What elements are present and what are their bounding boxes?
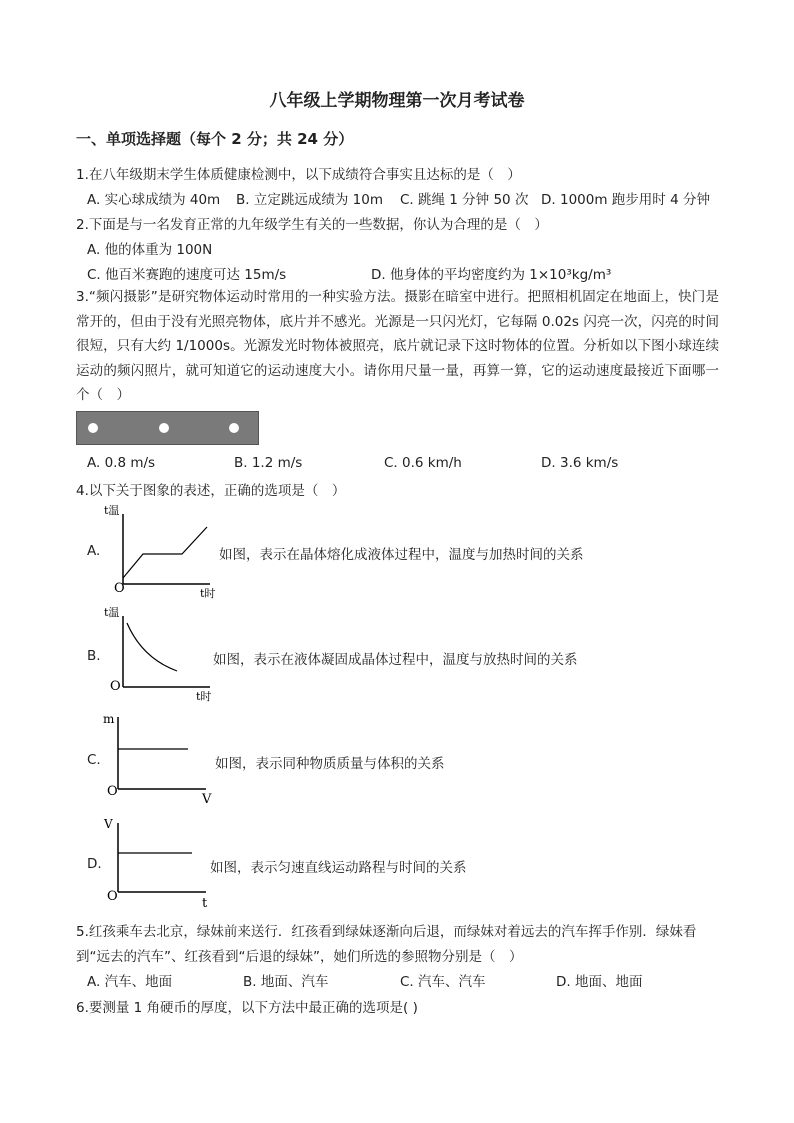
question-5-option-c: C. 汽车、汽车 xyxy=(400,974,486,990)
question-3-stem: 3.“频闪摄影”是研究物体运动时常用的一种实验方法。摄影在暗室中进行。把照相机固定在地面上，快门是常开的，但由于没有光照亮物体，底片并不感光。光源是一只闪光灯，它每隔 0.02s 闪亮一次，闪亮的时间很短，只有大约 1/1000s。光源发光时物体被照亮，底片就记录下这时物体的位置。分析如以下图小球连续运动的频闪照片，就可知道它的运动速度大小。请你用尺量一量，再算一算，它的运动速度最接近下面哪一个（ ） xyxy=(76,289,719,404)
graph-c-y-label: m xyxy=(103,712,115,726)
question-2-option-d: D. 他身体的平均密度约为 1×10³kg/m³ xyxy=(371,267,612,283)
graph-b-y-label: t温 xyxy=(104,606,120,619)
question-4-option-d-letter: D. xyxy=(87,856,102,872)
ball-position-3 xyxy=(229,423,239,433)
graph-a-origin: O xyxy=(114,581,125,596)
question-5-option-d: D. 地面、地面 xyxy=(556,974,643,990)
graph-c xyxy=(100,707,220,807)
graph-b-origin: O xyxy=(110,679,121,694)
question-3-option-c: C. 0.6 km/h xyxy=(384,455,462,471)
graph-a xyxy=(100,500,220,605)
question-3-option-a: A. 0.8 m/s xyxy=(87,455,156,471)
graph-a-x-label: t时 xyxy=(200,587,216,600)
graph-d-x-label: t xyxy=(202,896,208,911)
section-heading: 一、单项选择题（每个 2 分；共 24 分） xyxy=(76,130,354,148)
question-4-option-c-text: 如图，表示同种物质质量与体积的关系 xyxy=(215,756,445,772)
question-1-option-d: D. 1000m 跑步用时 4 分钟 xyxy=(541,192,710,208)
question-4-option-a-text: 如图，表示在晶体熔化成液体过程中，温度与加热时间的关系 xyxy=(219,547,584,563)
graph-c-origin: O xyxy=(107,784,118,799)
page-title: 八年级上学期物理第一次月考试卷 xyxy=(269,91,525,111)
graph-b xyxy=(100,603,220,708)
graph-d xyxy=(100,811,220,911)
ball-position-1 xyxy=(88,423,98,433)
question-5-option-b: B. 地面、汽车 xyxy=(243,974,329,990)
question-4-stem: 4.以下关于图象的表述，正确的选项是（ ） xyxy=(76,483,346,499)
question-2-stem: 2.下面是与一名发育正常的九年级学生有关的一些数据，你认为合理的是（ ） xyxy=(76,217,548,233)
question-5-stem-line-2: 到“远去的汽车”、红孩看到“后退的绿妹”，她们所选的参照物分别是（ ） xyxy=(76,949,523,965)
question-1-stem: 1.在八年级期末学生体质健康检测中，以下成绩符合事实且达标的是（ ） xyxy=(76,167,521,183)
question-5-stem-line-1: 5.红孩乘车去北京，绿妹前来送行．红孩看到绿妹逐渐向后退，而绿妹对着远去的汽车挥手作别．绿妹看 xyxy=(76,924,697,940)
question-1-option-b: B. 立定跳远成绩为 10m xyxy=(236,192,383,208)
graph-c-x-label: V xyxy=(202,792,212,807)
strobe-photo-figure xyxy=(76,411,259,445)
question-1-option-c: C. 跳绳 1 分钟 50 次 xyxy=(400,192,529,208)
question-4-option-b-text: 如图，表示在液体凝固成晶体过程中，温度与放热时间的关系 xyxy=(213,652,578,668)
ball-position-2 xyxy=(159,423,169,433)
question-3-option-b: B. 1.2 m/s xyxy=(234,455,303,471)
graph-d-origin: O xyxy=(107,889,118,904)
question-1-option-a: A. 实心球成绩为 40m xyxy=(87,192,221,208)
question-4-option-d-text: 如图，表示匀速直线运动路程与时间的关系 xyxy=(210,860,467,876)
graph-a-y-label: t温 xyxy=(104,504,120,517)
question-6-stem: 6.要测量 1 角硬币的厚度，以下方法中最正确的选项是( ) xyxy=(76,1000,418,1016)
question-3-option-d: D. 3.6 km/s xyxy=(541,455,619,471)
graph-d-y-label: V xyxy=(104,817,113,831)
graph-b-x-label: t时 xyxy=(196,690,212,703)
question-4-option-a-letter: A. xyxy=(87,543,101,559)
question-5-option-a: A. 汽车、地面 xyxy=(87,974,173,990)
question-2-option-c: C. 他百米赛跑的速度可达 15m/s xyxy=(87,267,287,283)
question-2-option-a: A. 他的体重为 100N xyxy=(87,242,213,258)
question-4-option-c-letter: C. xyxy=(87,752,101,768)
question-4-option-b-letter: B. xyxy=(87,648,101,664)
